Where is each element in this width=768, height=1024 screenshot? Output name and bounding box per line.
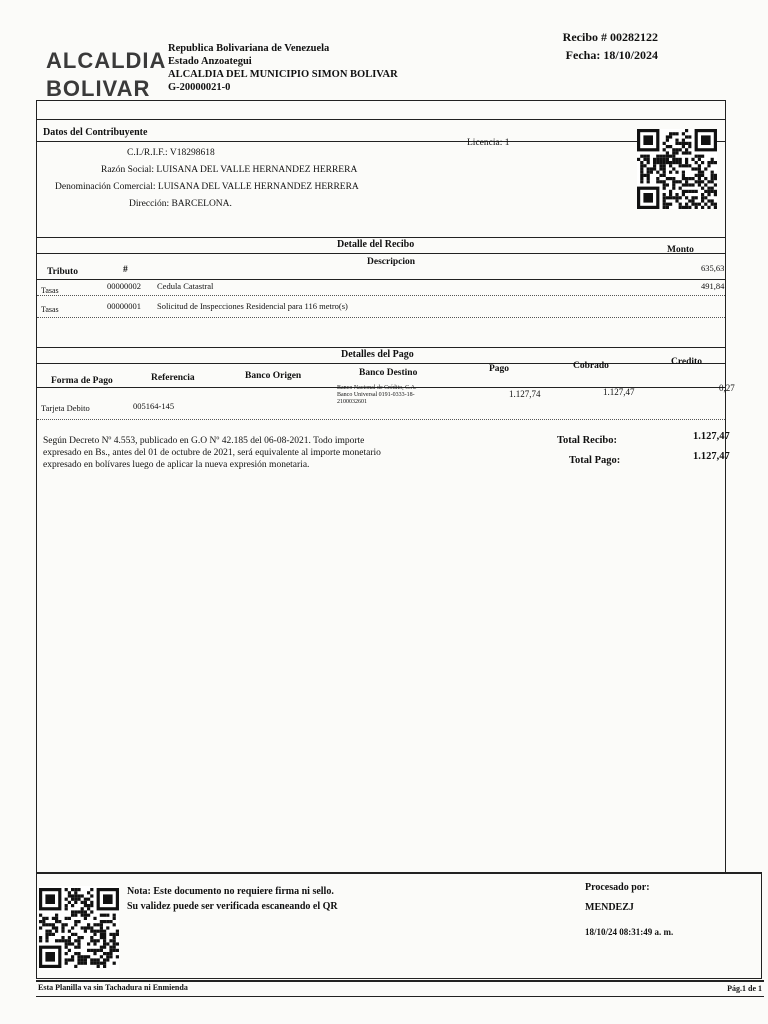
razon-value: LUISANA DEL VALLE HERNANDEZ HERRERA — [156, 165, 358, 175]
procesado-fecha: 18/10/24 08:31:49 a. m. — [585, 927, 674, 937]
footer-box — [36, 872, 762, 979]
row-monto: 635,63 — [701, 263, 725, 273]
payment-row — [37, 383, 735, 419]
col-forma-pago: Forma de Pago — [51, 376, 113, 386]
receipt-header — [528, 28, 658, 64]
col-credito: Credito — [671, 357, 702, 367]
razon-row — [101, 165, 357, 175]
direccion-value: BARCELONA. — [171, 199, 232, 209]
footer-note-line: Nota: Este documento no requiere firma ni sello. — [127, 886, 334, 897]
decreto-line: expresado en bolívares luego de aplicar la nueva expresión monetaria. — [43, 460, 310, 470]
org-municipality: ALCALDIA DEL MUNICIPIO SIMON BOLIVAR — [168, 69, 398, 80]
row-tributo: Tasas — [41, 305, 59, 314]
banco-destino-line: Banco Universal 0191-0333-18- — [337, 392, 415, 398]
receipt-main-box — [36, 100, 735, 874]
col-monto: Monto — [667, 245, 694, 255]
ci-row — [127, 148, 215, 158]
col-tributo: Tributo — [47, 267, 78, 277]
pago-title: Detalles del Pago — [341, 349, 414, 360]
contribuyente-title: Datos del Contribuyente — [43, 127, 148, 138]
banco-destino-line: 2100032601 — [337, 399, 367, 405]
qr-code-icon[interactable] — [39, 886, 119, 970]
col-banco-origen: Banco Origen — [245, 371, 302, 381]
denominacion-value: LUISANA DEL VALLE HERNANDEZ HERRERA — [157, 182, 359, 192]
procesado-label: Procesado por: — [585, 882, 650, 893]
ci-value: V18298618 — [169, 148, 215, 158]
direccion-label: Dirección: — [129, 199, 170, 209]
denominacion-row — [55, 182, 359, 192]
footer-note — [127, 884, 338, 914]
procesado-block — [585, 878, 673, 942]
col-descripcion: Descripcion — [367, 257, 416, 267]
alcaldia-logo — [46, 50, 166, 100]
decreto-line: expresado en Bs., antes del 01 de octubre de 2021, será equivalente al importe monetario — [43, 448, 381, 458]
qr-code-bottom — [39, 886, 119, 970]
col-pago: Pago — [489, 364, 510, 374]
receipt-date: Fecha: 18/10/2024 — [565, 48, 658, 62]
denominacion-label: Denominación Comercial: — [55, 182, 156, 192]
detalle-title: Detalle del Recibo — [337, 239, 415, 250]
procesado-user: MENDEZJ — [585, 902, 634, 913]
qr-code-icon[interactable] — [637, 129, 717, 209]
page-number: Pág.1 de 1 — [727, 984, 762, 993]
col-banco-destino: Banco Destino — [359, 368, 418, 378]
decreto-note — [43, 435, 381, 471]
razon-label: Razón Social: — [101, 165, 155, 175]
row-monto: 491,84 — [701, 281, 725, 291]
total-recibo-label: Total Recibo: — [557, 435, 617, 446]
receipt-number: Recibo # 00282122 — [562, 30, 658, 44]
payment-referencia: 005164-145 — [133, 401, 175, 411]
payment-forma: Tarjeta Debito — [41, 403, 90, 413]
qr-code-top — [637, 129, 717, 209]
org-country: Republica Bolivariana de Venezuela — [168, 43, 330, 54]
total-recibo-value: 1.127,47 — [693, 431, 730, 442]
decreto-line: Según Decreto Nº 4.553, publicado en G.O Nº 42.185 del 06-08-2021. Todo importe — [43, 436, 365, 446]
bottom-strip — [36, 980, 764, 997]
row-tributo: Tasas — [41, 286, 59, 295]
total-pago-value: 1.127,47 — [693, 451, 730, 462]
footer-note-line: Su validez puede ser verificada escaneando el QR — [127, 901, 338, 912]
logo-line-2: BOLIVAR — [46, 76, 151, 101]
col-referencia: Referencia — [151, 373, 195, 383]
banco-destino-line: Banco Nacional de Crédito, C.A. — [337, 385, 417, 391]
row-descripcion: Cedula Catastral — [157, 281, 214, 291]
licencia: Licencia: 1 — [467, 138, 510, 148]
direccion-row — [129, 199, 232, 209]
bottom-note: Esta Planilla va sin Tachadura ni Enmienda — [38, 983, 188, 992]
org-state: Estado Anzoategui — [168, 56, 252, 67]
col-cobrado: Cobrado — [573, 361, 609, 371]
row-descripcion: Solicitud de Inspecciones Residencial para 116 metro(s) — [157, 301, 348, 311]
ci-label: C.I./R.I.F.: — [127, 148, 168, 158]
row-num: 00000002 — [107, 281, 141, 291]
payment-credito: 0,27 — [719, 383, 735, 393]
total-pago-label: Total Pago: — [569, 455, 621, 466]
logo-line-1: ALCALDIA — [46, 48, 167, 73]
organization-block — [168, 42, 398, 94]
col-num: # — [123, 265, 128, 275]
row-num: 00000001 — [107, 301, 141, 311]
payment-cobrado: 1.127,47 — [603, 387, 635, 397]
payment-pago: 1.127,74 — [509, 389, 541, 399]
payment-banco-destino — [337, 385, 416, 406]
org-rif: G-20000021-0 — [168, 82, 231, 93]
